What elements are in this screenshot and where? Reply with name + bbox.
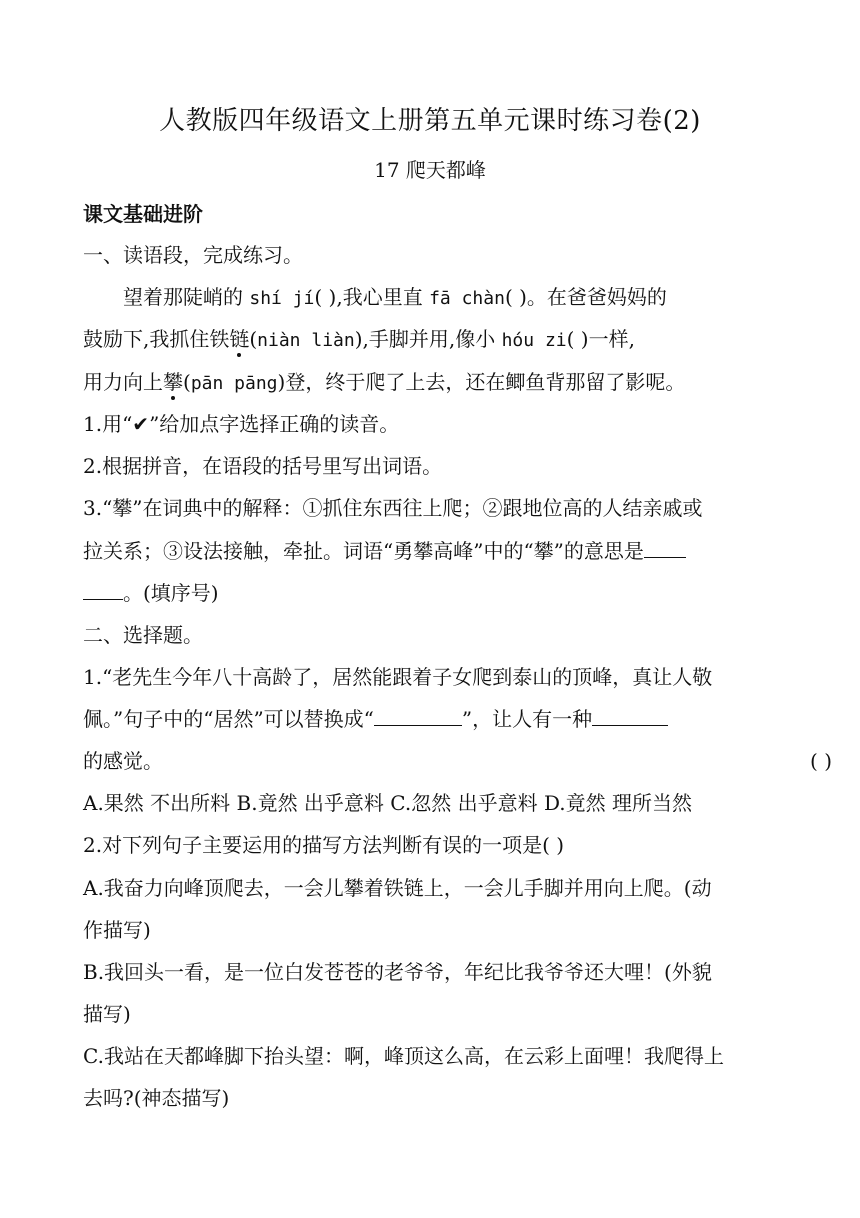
part1-heading: 一、读语段，完成练习。 [83,243,303,267]
option-a-line-1: A.我奋力向峰顶爬去，一会儿攀着铁链上，一会儿手脚并用向上爬。(动 [83,876,712,900]
lesson-title: 17 爬天都峰 [374,158,486,182]
section-heading: 课文基础进阶 [83,202,203,226]
answer-blank-5[interactable] [374,707,462,726]
dotted-char-lian: 链 [229,327,250,351]
option-a-line-2: 作描写) [83,918,151,942]
option-b-line-2: 描写) [83,1002,131,1026]
passage-line-2 [83,326,780,354]
answer-blank-3[interactable]: ( )一样, [566,327,635,351]
answer-blank-4-cont[interactable] [83,581,123,600]
pinyin-shiji: shí jí [249,288,315,309]
page-title: 人教版四年级语文上册第五单元课时练习卷(2) [159,106,701,136]
passage-text: ),手脚并用,像小 [354,327,502,351]
question-text: 的感觉。 [83,749,163,773]
question-1-1: 1.用“✔”给加点字选择正确的读音。 [83,412,400,436]
passage-text: 用力向上 [83,370,163,394]
passage-text: 望着那陡峭的 [123,285,250,309]
question-1-3-line-3 [83,580,780,606]
option-c-line-1: C.我站在天都峰脚下抬头望：啊，峰顶这么高，在云彩上面哩！我爬得上 [83,1044,724,1068]
mc-question-1-line-2 [83,706,780,732]
answer-blank-2[interactable]: ( )。在爸爸妈妈的 [504,285,667,309]
question-1-2: 2.根据拼音，在语段的括号里写出词语。 [83,454,443,478]
question-text: 佩。”句子中的“居然”可以替换成“ [83,707,374,731]
pinyin-choice-lian[interactable]: niàn liàn [257,330,355,351]
answer-blank-1[interactable]: ( ),我心里直 [314,285,430,309]
pinyin-houzi: hóu zi [501,330,567,351]
pinyin-choice-pan[interactable]: pān pāng [190,373,278,394]
mc-question-1-options: A.果然 不出所料 B.竟然 出乎意料 C.忽然 出乎意料 D.竟然 理所当然 [83,791,692,815]
question-text: ”，让人有一种 [461,707,593,731]
option-b-line-1: B.我回头一看，是一位白发苍苍的老爷爷，年纪比我爷爷还大哩！(外貌 [83,960,712,984]
question-text: 拉关系；③设法接触，牵扯。词语“勇攀高峰”中的“攀”的意思是 [83,539,644,563]
passage-line-3 [83,369,780,397]
question-1-3-line-1: 3.“攀”在词典中的解释：①抓住东西往上爬；②跟地位高的人结亲戚或 [83,496,703,520]
answer-blank-4[interactable] [644,539,686,558]
passage-line-1 [123,284,780,312]
mc-question-2: 2.对下列句子主要运用的描写方法判断有误的一项是( ) [83,833,565,857]
answer-blank-6[interactable] [592,707,668,726]
passage-text: 鼓励下,我抓住铁 [83,327,230,351]
question-text: 。(填序号) [123,581,219,605]
passage-text: )登，终于爬了上去，还在鲫鱼背那留了影呢。 [277,370,686,394]
part2-heading: 二、选择题。 [83,623,203,647]
question-1-3-line-2 [83,538,780,564]
paren-open: ( [183,370,191,394]
paren-open: ( [249,327,258,351]
dotted-char-pan: 攀 [163,370,183,394]
mc-question-1-line-3 [83,748,860,774]
mc-question-1-line-1: 1.“老先生今年八十高龄了，居然能跟着子女爬到泰山的顶峰，真让人敬 [83,665,713,689]
pinyin-fachan: fā chàn [429,288,505,309]
answer-paren-1[interactable]: ( ) [810,749,832,773]
option-c-line-2: 去吗?(神态描写) [83,1086,230,1110]
